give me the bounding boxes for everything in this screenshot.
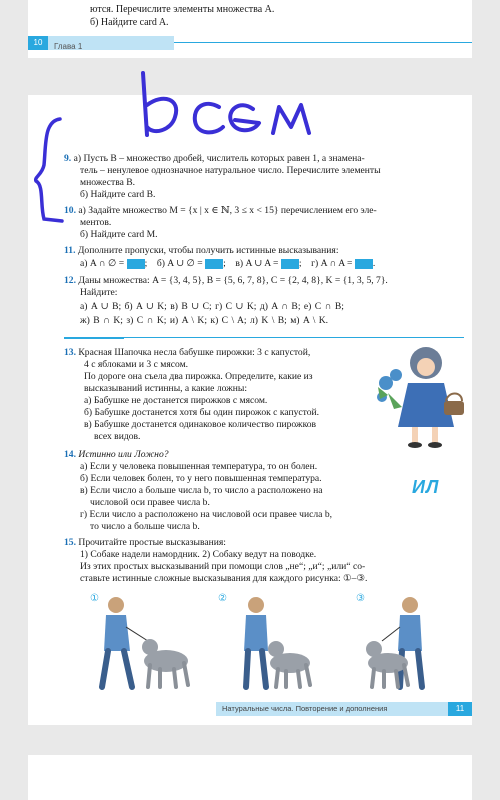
page-number: 10 xyxy=(28,36,48,50)
task-line: г) Если число a расположено на числовой оси правее числа b, xyxy=(80,509,333,520)
task-9 xyxy=(64,153,365,164)
task-line: Из этих простых высказываний при помощи слов „не“; „и“; „или“ со- xyxy=(80,561,366,572)
footer-title: Натуральные числа. Повторение и дополнения xyxy=(222,704,388,713)
blank-item: в) A ∪ A = xyxy=(235,258,279,269)
picture-number: ③ xyxy=(356,593,365,604)
task-line: 4 с яблоками и 3 с мясом. xyxy=(84,359,189,370)
task-line: б) Бабушке достанется хотя бы один пирожок с капустой. xyxy=(84,407,320,418)
blank-box xyxy=(281,259,299,269)
header-rule xyxy=(174,42,472,43)
blank-item: б) A ∪ ∅ = xyxy=(156,258,203,269)
task-line: всех видов. xyxy=(94,431,141,442)
handwritten-word-text: всем xyxy=(123,65,125,66)
task-line: б) Найдите card B. xyxy=(80,189,156,200)
task-11 xyxy=(64,245,339,256)
task-line: а) A ∪ B; б) A ∪ K; в) B ∪ C; г) C ∪ K; д) A ∩ B; е) C ∩ B; xyxy=(80,301,344,312)
task-line: ж) B ∩ K; з) C ∩ K; и) A \ K; к) C \ A; л) K \ B; м) A \ K. xyxy=(80,315,329,326)
picture-number: ② xyxy=(218,593,227,604)
task-15 xyxy=(64,537,226,548)
blank-box xyxy=(127,259,145,269)
handwritten-word xyxy=(123,65,343,155)
boy-with-dog-picture-3 xyxy=(360,595,460,695)
section-divider xyxy=(64,337,464,339)
task-number: 15. xyxy=(64,537,76,548)
task-line: множества B. xyxy=(80,177,136,188)
page-footer xyxy=(216,702,472,716)
task-line: ментов. xyxy=(80,217,112,228)
blank-box xyxy=(205,259,223,269)
task-line: ставьте истинные сложные высказывания для каждого рисунка: ①–③. xyxy=(80,573,368,584)
task-line: высказываний истинны, а какие ложны: xyxy=(84,383,248,394)
task-line: а) Бабушке не достанется пирожков с мясом. xyxy=(84,395,268,406)
chapter-label: Глава 1 xyxy=(54,42,83,51)
task-line: то число a больше числа b. xyxy=(90,521,200,532)
blank-item: а) A ∩ ∅ = xyxy=(80,258,125,269)
prev-page-line: б) Найдите card A. xyxy=(90,17,169,28)
task-10 xyxy=(64,205,377,216)
task-number: 14. xyxy=(64,449,76,460)
girl-with-basket-illustration xyxy=(368,343,468,451)
task-line: а) Пусть B – множество дробей, числитель которых равен 1, а знамена- xyxy=(73,153,365,164)
task-line: в) Если число a больше числа b, то число a расположено на xyxy=(80,485,323,496)
textbook-page xyxy=(28,65,472,725)
prev-page-line: ются. Перечислите элементы множества A. xyxy=(90,4,275,15)
picture-number: ① xyxy=(90,593,99,604)
task-13 xyxy=(64,347,310,358)
task-12 xyxy=(64,275,388,286)
task-line: Прочитайте простые высказывания: xyxy=(78,537,226,548)
task-line: Даны множества: A = {3, 4, 5}, B = {5, 6, 7, 8}, C = {2, 4, 8}, K = {1, 3, 5, 7}. xyxy=(78,275,388,286)
task-line: а) Задайте множество M = {x | x ∈ ℕ, 3 ≤ x < 15} перечислением его эле- xyxy=(78,205,377,216)
task-number: 11. xyxy=(64,245,76,256)
task-line: По дороге она съела два пирожка. Определите, какие из xyxy=(84,371,313,382)
task-14 xyxy=(64,449,169,460)
boy-with-dog-picture-1 xyxy=(86,595,196,695)
task-line: а) Если у человека повышенная температура, то он болен. xyxy=(80,461,318,472)
task-11-items: а) A ∩ ∅ = ; б) A ∪ ∅ = ; в) A ∪ A = ; г) A ∩ A = . xyxy=(80,258,376,269)
task-line: в) Бабушке достанется одинаковое количество пирожков xyxy=(84,419,317,430)
boy-with-dog-picture-2 xyxy=(224,595,324,695)
task-number: 12. xyxy=(64,275,76,286)
task-line: Дополните пропуски, чтобы получить истинные высказывания: xyxy=(77,245,339,256)
page-number: 11 xyxy=(448,702,472,716)
page-header xyxy=(28,36,472,50)
next-page xyxy=(28,755,472,800)
task-line: б) Если человек болен, то у него повышенная температура. xyxy=(80,473,322,484)
task-line: 1) Собаке надели намордник. 2) Собаку ведут на поводке. xyxy=(80,549,317,560)
task-line: Найдите: xyxy=(80,287,118,298)
handwritten-bracket xyxy=(30,115,66,225)
true-false-badge: И Л xyxy=(412,477,437,497)
task-line: тель – ненулевое однозначное натуральное число. Перечислите элементы xyxy=(80,165,381,176)
task-number: 9. xyxy=(64,153,72,164)
previous-page xyxy=(28,0,472,58)
chapter-bar xyxy=(48,36,174,50)
task-line: числовой оси правее числа b. xyxy=(90,497,210,508)
task-line: б) Найдите card M. xyxy=(80,229,158,240)
task-line: Истинно или Ложно? xyxy=(78,449,169,460)
blank-box xyxy=(355,259,373,269)
task-number: 13. xyxy=(64,347,76,358)
task-line: Красная Шапочка несла бабушке пирожки: 3 с капустой, xyxy=(78,347,311,358)
blank-item: г) A ∩ A = xyxy=(311,258,353,269)
task-number: 10. xyxy=(64,205,76,216)
